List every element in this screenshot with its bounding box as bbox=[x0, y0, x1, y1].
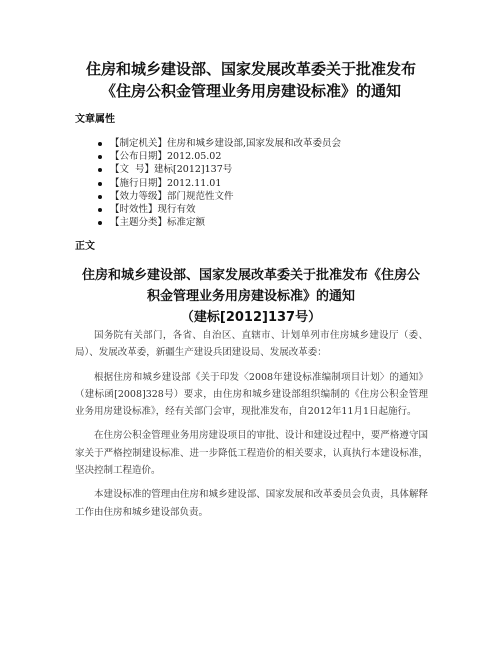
attribute-item bbox=[98, 177, 341, 190]
bullet-icon bbox=[98, 182, 102, 186]
paragraph: 在住房公积金管理业务用房建设项目的审批、设计和建设过程中，要严格遵守国家关于严格控制建设标准、进一步降低工程造价的相关要求，认真执行本建设标准，坚决控制工程造价。 bbox=[75, 430, 428, 477]
attribute-item bbox=[98, 203, 341, 216]
body-text bbox=[75, 327, 428, 528]
document-title bbox=[40, 58, 462, 102]
attribute-item bbox=[98, 190, 341, 203]
attribute-item bbox=[98, 163, 341, 176]
bullet-icon bbox=[98, 195, 102, 199]
bullet-icon bbox=[98, 168, 102, 172]
attribute-text: 【施行日期】2012.11.01 bbox=[110, 177, 222, 189]
attribute-item bbox=[98, 137, 341, 150]
attribute-text: 【效力等级】部门规范性文件 bbox=[110, 190, 234, 202]
main-title-line-1: 住房和城乡建设部、国家发展改革委关于批准发布《住房公 bbox=[81, 268, 420, 283]
attribute-text: 【制定机关】住房和城乡建设部,国家发展和改革委员会 bbox=[110, 138, 342, 149]
document-title-line-1: 住房和城乡建设部、国家发展改革委关于批准发布 bbox=[85, 60, 416, 78]
main-title-line-2: 积金管理业务用房建设标准》的通知 bbox=[146, 289, 355, 304]
main-title-doc-number: （建标[2012]137号） bbox=[180, 310, 322, 325]
bullet-icon bbox=[98, 142, 102, 146]
attribute-text: 【主题分类】标准定额 bbox=[110, 217, 206, 229]
attribute-text: 【时效性】现行有效 bbox=[110, 204, 196, 216]
attribute-item bbox=[98, 216, 341, 229]
body-heading: 正文 bbox=[75, 241, 95, 252]
bullet-icon bbox=[98, 155, 102, 159]
paragraph: 本建设标准的管理由住房和城乡建设部、国家发展和改革委员会负责，具体解释工作由住房和城乡建设部负责。 bbox=[75, 489, 428, 518]
bullet-icon bbox=[98, 208, 102, 212]
attributes-heading: 文章属性 bbox=[75, 114, 115, 125]
main-title bbox=[60, 265, 442, 328]
bullet-icon bbox=[98, 221, 102, 225]
attribute-text: 【公布日期】2012.05.02 bbox=[110, 151, 222, 163]
document-title-line-2: 《住房公积金管理业务用房建设标准》的通知 bbox=[100, 82, 401, 100]
paragraph: 国务院有关部门，各省、自治区、直辖市、计划单列市住房城乡建设厅（委、局）、发展改革委，新疆生产建设兵团建设局、发展改革委： bbox=[75, 330, 428, 359]
paragraph: 根据住房和城乡建设部《关于印发〈2008年建设标准编制项目计划〉的通知》（建标函[2008]328号）要求，由住房和城乡建设部组织编制的《住房公积金管理业务用房建设标准》，经有关部门会审，现批准发布，自2012年11月1日起施行。 bbox=[75, 371, 428, 418]
attribute-text: 【文 号】建标[2012]137号 bbox=[110, 164, 233, 176]
attribute-item bbox=[98, 150, 341, 163]
attributes-list bbox=[98, 137, 341, 229]
